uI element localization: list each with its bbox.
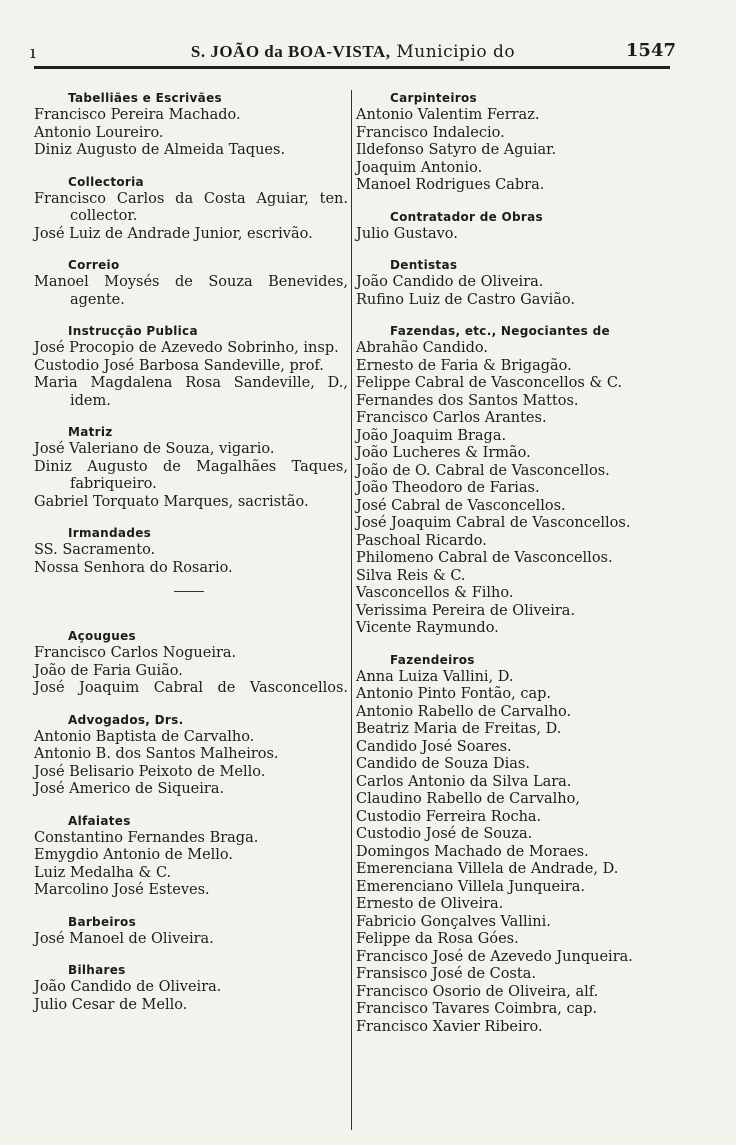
entry-line: fabriqueiro.	[70, 476, 157, 492]
entry-line: Francisco Indalecio.	[356, 124, 505, 141]
section-heading: Fazendeiros	[390, 652, 475, 667]
entry-line: José Joaquim Cabral de Vasconcellos.	[356, 515, 631, 531]
entry-line: Philomeno Cabral de Vasconcellos.	[356, 550, 613, 566]
entry-line: Emygdio Antonio de Mello.	[34, 847, 234, 863]
entry-line: Vasconcellos & Filho.	[356, 585, 514, 601]
right-column	[356, 90, 674, 1050]
running-title	[30, 42, 676, 62]
entry-line: Francisco Carlos Nogueira.	[34, 645, 237, 661]
entry-line: collector.	[70, 208, 138, 224]
entry-line: Joaquim Antonio.	[356, 159, 483, 176]
section-heading: Contratador de Obras	[390, 209, 543, 224]
entry-line: Antonio B. dos Santos Malheiros.	[34, 746, 279, 762]
entry-line: Fabricio Gonçalves Vallini.	[356, 913, 551, 930]
section-barbeiros	[34, 914, 348, 949]
entry-line: Fransisco José de Costa.	[356, 966, 536, 982]
entry-line: João de Faria Guião.	[34, 662, 183, 679]
entry-line: Manoel Rodrigues Cabra.	[356, 177, 545, 193]
left-column	[34, 90, 348, 1028]
entry-line: Francisco Osorio de Oliveira, alf.	[356, 983, 599, 1000]
entry-line: Vicente Raymundo.	[356, 620, 499, 636]
entry-line: Emerenciano Villela Junqueira.	[356, 878, 585, 895]
entry-line: Constantino Fernandes Braga.	[34, 829, 259, 846]
entry-line: João de O. Cabral de Vasconcellos.	[356, 462, 610, 479]
section-heading: Dentistas	[390, 258, 458, 272]
section-bilhares	[34, 962, 348, 1014]
entry-line: Candido José Soares.	[356, 738, 512, 755]
entry-line: Beatriz Maria de Freitas, D.	[356, 721, 562, 737]
section-matriz	[34, 424, 348, 511]
section-heading: Fazendas, etc., Negociantes de	[390, 324, 610, 338]
entry-line: Diniz Augusto de Almeida Taques.	[34, 142, 286, 158]
section-heading: Alfaiates	[68, 813, 131, 828]
header-rule	[34, 66, 670, 69]
page-header	[30, 36, 676, 68]
section-heading: Bilhares	[68, 963, 126, 977]
entry-line: Julio Gustavo.	[356, 225, 458, 242]
section-fazendas-etc-negociantes-de	[356, 323, 674, 638]
entry-line: Custodio José de Souza.	[356, 826, 533, 842]
entry-line: Francisco Carlos Arantes.	[356, 410, 547, 426]
entry-line: José Americo de Siqueira.	[34, 781, 225, 797]
section-heading: Carpinteiros	[390, 91, 477, 105]
section-heading: Collectoria	[68, 174, 144, 189]
entry-line: Silva Reis & C.	[356, 567, 466, 584]
section-carpinteiros	[356, 90, 674, 195]
column-divider	[351, 90, 352, 1130]
running-title-place: S. JOÃO da BOA-VISTA,	[190, 42, 391, 61]
entry-line: Domingos Machado de Moraes.	[356, 843, 589, 860]
section-tabelliaes-e-escrivaes	[34, 90, 348, 160]
entry-line: Francisco Pereira Machado.	[34, 107, 241, 123]
entry-line: José Valeriano de Souza, vigario.	[34, 441, 275, 457]
entry-line: Francisco Carlos da Costa Aguiar, ten.	[34, 190, 348, 207]
section-heading: Tabelliães e Escrivães	[68, 91, 222, 105]
entry-line: Nossa Senhora do Rosario.	[34, 559, 233, 576]
entry-line: Anna Luiza Vallini, D.	[356, 668, 514, 685]
entry-line: Candido de Souza Dias.	[356, 756, 530, 772]
entry-line: João Candido de Oliveira.	[34, 979, 222, 995]
entry-line: Emerenciana Villela de Andrade, D.	[356, 861, 619, 877]
section-alfaiates	[34, 813, 348, 900]
entry-line: Verissima Pereira de Oliveira.	[356, 602, 576, 619]
entry-line: Francisco José de Azevedo Junqueira.	[356, 948, 633, 965]
entry-line: João Candido de Oliveira.	[356, 274, 544, 290]
entry-line: Marcolino José Esteves.	[34, 882, 210, 898]
entry-line: José Joaquim Cabral de Vasconcellos.	[34, 680, 348, 696]
entry-line: Antonio Loureiro.	[34, 124, 164, 141]
entry-line: Paschoal Ricardo.	[356, 532, 487, 549]
section-heading: Instrucção Publica	[68, 324, 198, 338]
entry-line: Diniz Augusto de Magalhães Taques,	[34, 458, 348, 475]
entry-line: Maria Magdalena Rosa Sandeville, D.,	[34, 375, 348, 391]
entry-line: Claudino Rabello de Carvalho,	[356, 791, 580, 807]
section-advogados-drs	[34, 712, 348, 799]
header-mark: ı	[30, 42, 36, 63]
entry-line: Custodio Ferreira Rocha.	[356, 808, 542, 825]
entry-line: Ildefonso Satyro de Aguiar.	[356, 142, 557, 158]
entry-line: José Procopio de Azevedo Sobrinho, insp.	[34, 340, 339, 356]
section-heading: Açougues	[68, 629, 137, 643]
section-heading: Correio	[68, 258, 120, 272]
entry-line: João Theodoro de Farias.	[356, 480, 540, 496]
section-instruccao-publica	[34, 323, 348, 410]
page-number: 1547	[625, 40, 676, 61]
entry-line: Francisco Xavier Ribeiro.	[356, 1018, 543, 1035]
entry-line: José Cabral de Vasconcellos.	[356, 497, 566, 514]
section-irmandades	[34, 525, 348, 592]
section-correio	[34, 257, 348, 309]
entry-line: Luiz Medalha & C.	[34, 864, 172, 881]
entry-line: Julio Cesar de Mello.	[34, 996, 188, 1013]
section-contratador-de-obras	[356, 209, 674, 244]
entry-line: Rufino Luiz de Castro Gavião.	[356, 291, 575, 308]
entry-line: João Lucheres & Irmão.	[356, 445, 531, 461]
entry-line: Antonio Rabello de Carvalho.	[356, 703, 572, 720]
entry-line: Antonio Pinto Fontão, cap.	[356, 686, 551, 702]
entry-line: Carlos Antonio da Silva Lara.	[356, 773, 572, 790]
entry-line: Ernesto de Faria & Brigagão.	[356, 357, 572, 374]
entry-line: Felippe Cabral de Vasconcellos & C.	[356, 375, 623, 391]
entry-line: José Belisario Peixoto de Mello.	[34, 763, 266, 780]
entry-line: Antonio Valentim Ferraz.	[356, 107, 540, 123]
entry-line: Ernesto de Oliveira.	[356, 896, 504, 912]
entry-line: agente.	[70, 291, 125, 308]
section-collectoria	[34, 174, 348, 244]
section-acougues	[34, 628, 348, 698]
section-separator	[174, 591, 204, 592]
entry-line: SS. Sacramento.	[34, 542, 156, 558]
section-dentistas	[356, 257, 674, 309]
entry-line: João Joaquim Braga.	[356, 427, 507, 444]
section-heading: Matriz	[68, 425, 113, 439]
entry-line: Antonio Baptista de Carvalho.	[34, 728, 255, 745]
entry-line: Abrahão Candido.	[356, 340, 489, 356]
section-fazendeiros	[356, 652, 674, 1037]
entry-line: Custodio José Barbosa Sandeville, prof.	[34, 357, 324, 374]
entry-line: idem.	[70, 392, 111, 409]
entry-line: Gabriel Torquato Marques, sacristão.	[34, 493, 309, 510]
entry-line: José Luiz de Andrade Junior, escrivão.	[34, 225, 313, 242]
entry-line: Manoel Moysés de Souza Benevides,	[34, 274, 348, 290]
entry-line: Francisco Tavares Coimbra, cap.	[356, 1001, 598, 1017]
entry-line: Fernandes dos Santos Mattos.	[356, 392, 579, 409]
section-heading: Advogados, Drs.	[68, 712, 184, 727]
entry-line: Felippe da Rosa Góes.	[356, 931, 519, 947]
running-title-rest: Municipio do	[390, 42, 516, 62]
section-heading: Irmandades	[68, 526, 152, 540]
entry-line: José Manoel de Oliveira.	[34, 930, 214, 947]
section-heading: Barbeiros	[68, 914, 137, 929]
